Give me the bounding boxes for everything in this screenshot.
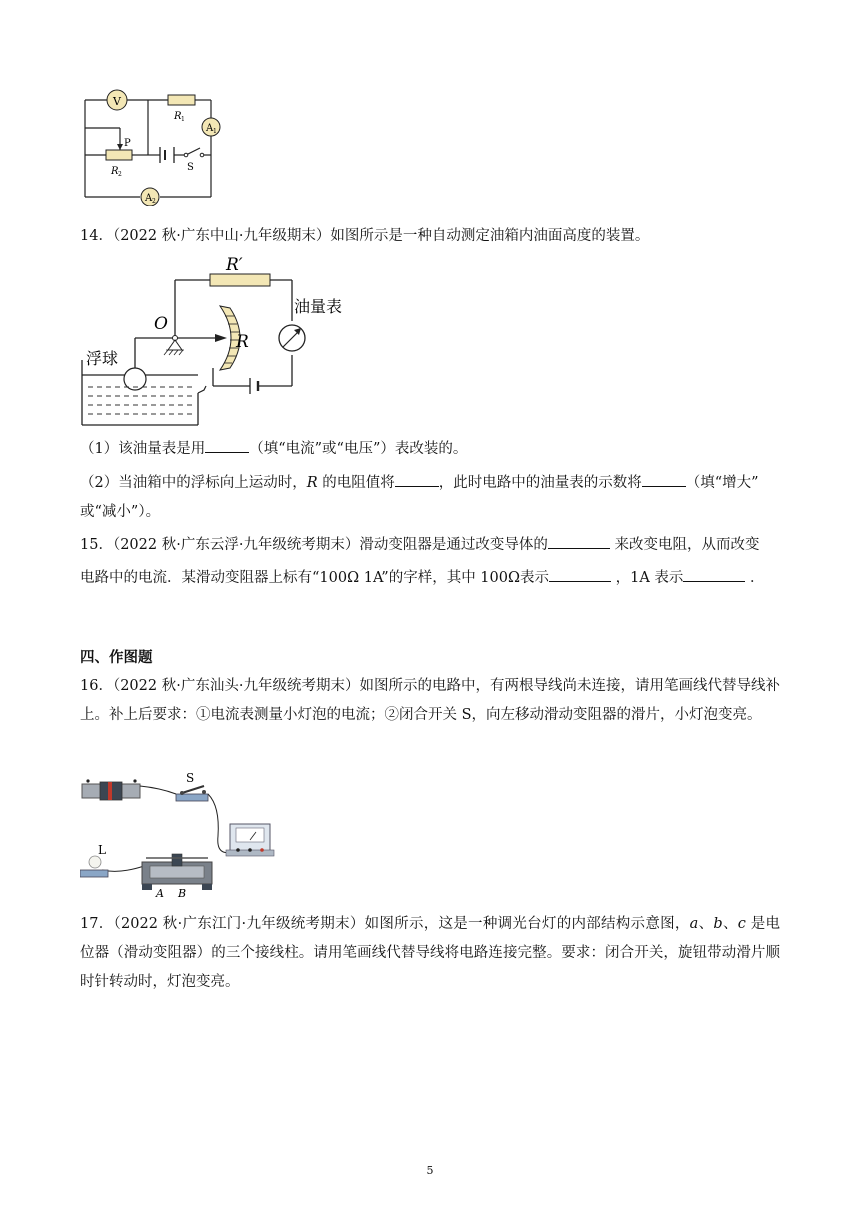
slider-arrow	[117, 144, 123, 150]
voltmeter-label: V	[113, 95, 121, 108]
q15-line2: 电路中的电流．某滑动变阻器上标有“100Ω 1A”的字样，其中 100Ω表示 ，1A 表示 ．	[80, 567, 780, 588]
resistor-r1	[168, 95, 195, 105]
q14-part1: （1）该油量表是用 （填“电流”或“电压”）表改装的。	[80, 438, 780, 459]
svg-text:2: 2	[118, 171, 122, 178]
resistor-r-prime	[210, 274, 270, 286]
ammeter-a2-label: A	[145, 193, 153, 204]
lamp-holder	[80, 870, 108, 877]
terminal-a-label: A	[156, 887, 164, 900]
float-label: 浮球	[86, 349, 119, 368]
lamp-bulb	[89, 856, 101, 868]
r2-label: R	[111, 166, 119, 177]
rheostat-r2	[106, 150, 132, 160]
answer-blank	[683, 567, 745, 582]
q17-text: 17．（2022 秋·广东江门·九年级统考期末）如图所示，这是一种调光台灯的内部结构示意图，a、b、c 是电位器（滑动变阻器）的三个接线柱。请用笔画线代替导线将电路连接完整。要求：闭合开关，旋钮带动滑片顺时针转动时，灯泡变亮。	[80, 916, 781, 990]
answer-blank	[548, 534, 610, 549]
p-label: P	[124, 138, 131, 149]
answer-blank	[395, 472, 439, 487]
lamp-label: L	[98, 843, 106, 857]
s-label: S	[187, 162, 194, 173]
q14-part2: （2）当油箱中的浮标向上运动时，R 的电阻值将 ，此时电路中的油量表的示数将 （填“增大”	[80, 472, 780, 493]
r-prime-label: R′	[226, 255, 243, 275]
ammeter-a1-label: A	[206, 123, 214, 134]
terminal-b-label: B	[178, 887, 187, 900]
circuit-diagram-q13	[80, 86, 240, 206]
pointer-arrow	[215, 334, 227, 342]
answer-blank	[642, 472, 686, 487]
q15-line1: 15．（2022 秋·广东云浮·九年级统考期末）滑动变阻器是通过改变导体的 来改变电阻，从而改变	[80, 534, 780, 555]
svg-text:2: 2	[152, 198, 156, 205]
answer-blank	[205, 438, 249, 453]
r-label: R	[236, 332, 249, 352]
q14-stem: 14．（2022 秋·广东中山·九年级期末）如图所示是一种自动测定油箱内油面高度的装置。	[80, 228, 650, 244]
q16-text: 16．（2022 秋·广东汕头·九年级统考期末）如图所示的电路中，有两根导线尚未连接，请用笔画线代替导线补上。补上后要求：①电流表测量小灯泡的电流；②闭合开关 S，向左移动滑动变阻器的滑片，小灯泡变亮。	[80, 678, 780, 723]
svg-text:1: 1	[213, 128, 217, 135]
switch-label: S	[186, 771, 195, 785]
q14-part2-cont: 或“减小”）。	[80, 504, 161, 520]
switch	[176, 794, 208, 801]
page-number: 5	[426, 1164, 434, 1177]
r1-label: R	[174, 111, 182, 122]
svg-text:1: 1	[181, 116, 185, 123]
answer-blank	[549, 567, 611, 582]
o-label: O	[154, 314, 168, 334]
section-heading: 四、作图题	[80, 649, 153, 666]
oil-gauge-diagram	[80, 250, 380, 430]
gauge-label: 油量表	[294, 297, 343, 316]
physical-circuit-q16	[80, 766, 290, 900]
